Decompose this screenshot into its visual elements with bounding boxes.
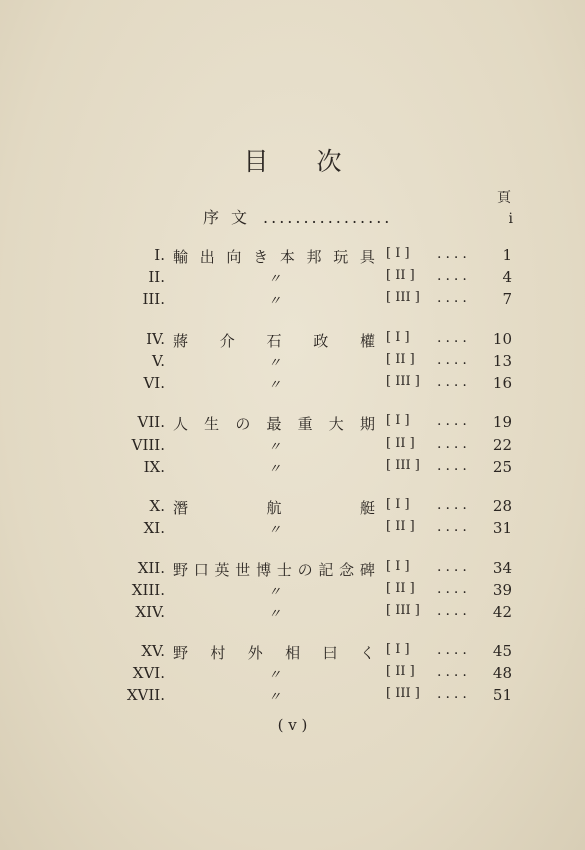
chapter-number: VIII. [131,436,165,454]
chapter-number: IV. [146,330,165,348]
toc-row[interactable] [0,686,585,708]
dot-leader: .... [437,268,471,284]
ditto-mark: 〃 [268,294,282,309]
toc-row[interactable] [0,603,585,625]
chapter-number: IX. [143,458,165,476]
part-number: [ I ] [386,497,410,512]
dot-leader: .... [437,559,471,575]
toc-row[interactable] [0,519,585,541]
ditto-mark: 〃 [268,607,282,622]
part-number: [ I ] [386,330,410,345]
chapter-title: 潛 航 艇 [173,499,375,517]
page-number: 16 [492,374,512,392]
chapter-title: 野 村 外 相 曰 く [173,644,375,662]
chapter-number: XVI. [132,664,165,682]
ditto-mark: 〃 [268,378,282,393]
page-column-label: 頁 [497,190,511,206]
ditto-mark: 〃 [268,272,282,287]
chapter-title: 人 生 の 最 重 大 期 [173,415,375,433]
chapter-number: XIV. [135,603,165,621]
page-number: 28 [492,497,512,515]
dot-leader: .... [437,246,471,262]
page-number: 34 [492,559,512,577]
ditto-mark: 〃 [268,462,282,477]
part-number: [ I ] [386,413,410,428]
dot-leader: .... [437,374,471,390]
toc-row[interactable] [0,352,585,374]
ditto-mark: 〃 [268,523,282,538]
ditto-mark: 〃 [268,440,282,455]
title-char-2: 次 [316,147,342,176]
toc-row[interactable] [0,290,585,312]
chapter-number: XI. [143,519,165,537]
ditto-mark: 〃 [268,356,282,371]
page-title [0,142,585,178]
part-number: [ I ] [386,246,410,261]
dot-leader: .... [437,581,471,597]
dot-leader: .... [437,519,471,535]
chapter-title: 蔣 介 石 政 權 [173,332,375,350]
part-number: [ III ] [386,374,420,389]
toc-row[interactable] [0,581,585,603]
page-number: 13 [492,352,512,370]
dot-leader: .... [437,458,471,474]
page-number: 4 [502,268,512,286]
chapter-number: XIII. [131,581,165,599]
dot-leader: .... [437,352,471,368]
toc-row[interactable] [0,268,585,290]
part-number: [ II ] [386,436,415,451]
title-char-1: 目 [243,147,269,176]
page-number: 39 [492,581,512,599]
chapter-title: 野 口 英 世 博 士 の 記 念 碑 [173,561,375,579]
page-number: 7 [502,290,512,308]
part-number: [ I ] [386,559,410,574]
part-number: [ II ] [386,519,415,534]
toc-row[interactable] [0,664,585,686]
dot-leader: .... [437,603,471,619]
toc-row[interactable] [0,559,585,581]
dot-leader: .... [437,413,471,429]
preface-page: i [508,211,513,227]
part-number: [ III ] [386,290,420,305]
chapter-number: II. [148,268,165,286]
toc-row[interactable] [0,374,585,396]
dot-leader: .... [437,497,471,513]
chapter-number: X. [149,497,165,515]
page-number: 25 [492,458,512,476]
part-number: [ II ] [386,581,415,596]
ditto-mark: 〃 [268,668,282,683]
chapter-number: XVII. [126,686,165,704]
toc-row[interactable] [0,413,585,435]
page-number: 22 [492,436,512,454]
chapter-number: I. [154,246,165,264]
chapter-number: VII. [137,413,165,431]
toc-row[interactable] [0,330,585,352]
page-number-footer: ( v ) [277,716,308,734]
chapter-number: III. [142,290,165,308]
dot-leader: .... [437,686,471,702]
chapter-number: XV. [141,642,165,660]
part-number: [ III ] [386,603,420,618]
page-number: 1 [502,246,512,264]
toc-row[interactable] [0,497,585,519]
toc-row[interactable] [0,246,585,268]
toc-row[interactable] [0,436,585,458]
page-number: 19 [492,413,512,431]
ditto-mark: 〃 [268,690,282,705]
chapter-number: XII. [137,559,165,577]
page-number: 42 [492,603,512,621]
page-number: 31 [492,519,512,537]
part-number: [ II ] [386,664,415,679]
ditto-mark: 〃 [268,585,282,600]
page-number: 10 [492,330,512,348]
page-number: 45 [492,642,512,660]
dot-leader: .... [437,330,471,346]
chapter-number: V. [152,352,165,370]
dot-leader: .... [437,290,471,306]
chapter-number: VI. [143,374,165,392]
dot-leader: .... [437,436,471,452]
part-number: [ I ] [386,642,410,657]
part-number: [ III ] [386,458,420,473]
part-number: [ II ] [386,268,415,283]
toc-row[interactable] [0,642,585,664]
part-number: [ II ] [386,352,415,367]
dot-leader: .... [437,664,471,680]
chapter-title: 輸 出 向 き 本 邦 玩 具 [173,248,375,266]
page-number: 51 [492,686,512,704]
preface-entry[interactable] [203,205,513,228]
toc-row[interactable] [0,458,585,480]
preface-label: 序文 [203,208,260,227]
part-number: [ III ] [386,686,420,701]
page-number: 48 [492,664,512,682]
dot-leader: .... [437,642,471,658]
dot-leader: ................ [263,208,393,227]
